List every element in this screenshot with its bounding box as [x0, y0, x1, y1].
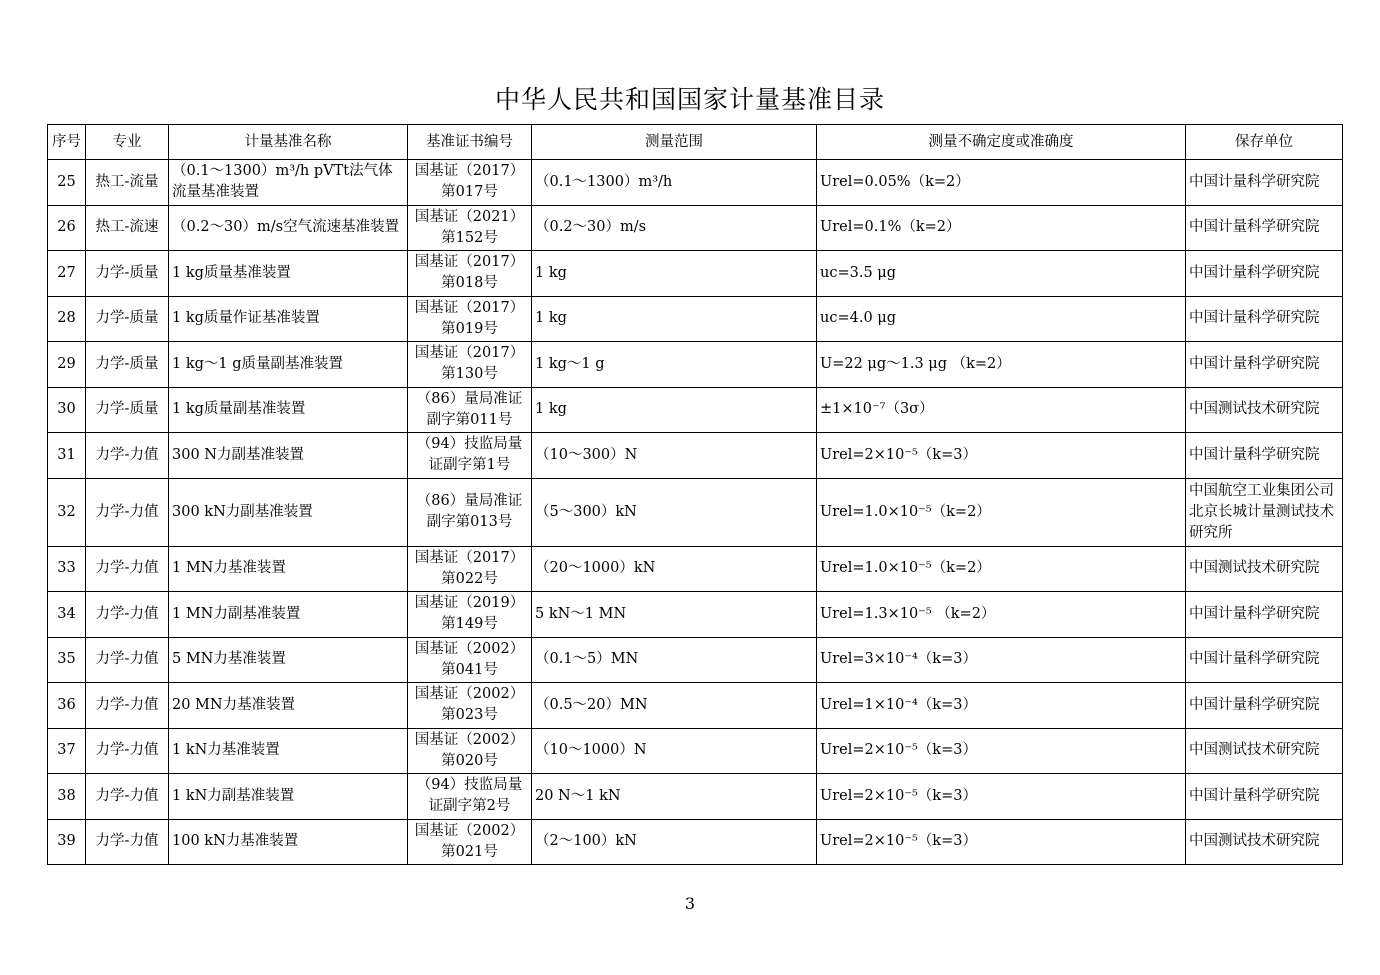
- cell-name: （0.1～1300）m³/h pVTt法气体流量基准装置: [169, 160, 408, 206]
- cell-name: 1 kg质量作证基准装置: [169, 296, 408, 342]
- cell-field: 热工-流量: [86, 160, 169, 206]
- cell-org: 中国测试技术研究院: [1186, 546, 1343, 592]
- cell-range: 20 N～1 kN: [532, 774, 817, 820]
- cell-org: 中国计量科学研究院: [1186, 592, 1343, 638]
- cell-field: 热工-流速: [86, 205, 169, 251]
- cell-cert: 国基证（2017）第019号: [408, 296, 532, 342]
- cell-field: 力学-力值: [86, 728, 169, 774]
- cell-no: 29: [48, 342, 86, 388]
- cell-name: 1 kg质量基准装置: [169, 251, 408, 297]
- cell-uncertainty: Urel=0.1%（k=2）: [817, 205, 1186, 251]
- cell-uncertainty: Urel=1×10⁻⁴（k=3）: [817, 683, 1186, 729]
- cell-uncertainty: U=22 μg～1.3 μg （k=2）: [817, 342, 1186, 388]
- cell-cert: 国基证（2017）第022号: [408, 546, 532, 592]
- cell-cert: 国基证（2002）第020号: [408, 728, 532, 774]
- cell-uncertainty: Urel=3×10⁻⁴（k=3）: [817, 637, 1186, 683]
- table-row: [48, 478, 1343, 546]
- cell-cert: （86）量局准证副字第013号: [408, 478, 532, 546]
- cell-uncertainty: Urel=2×10⁻⁵（k=3）: [817, 728, 1186, 774]
- header-org: 保存单位: [1186, 125, 1343, 160]
- cell-uncertainty: Urel=2×10⁻⁵（k=3）: [817, 433, 1186, 479]
- cell-org: 中国计量科学研究院: [1186, 683, 1343, 729]
- cell-range: 1 kg: [532, 251, 817, 297]
- cell-range: （0.5～20）MN: [532, 683, 817, 729]
- cell-range: 5 kN～1 MN: [532, 592, 817, 638]
- header-name: 计量基准名称: [169, 125, 408, 160]
- cell-field: 力学-质量: [86, 251, 169, 297]
- table-row: [48, 637, 1343, 683]
- table-row: [48, 160, 1343, 206]
- cell-field: 力学-质量: [86, 387, 169, 433]
- cell-no: 34: [48, 592, 86, 638]
- cell-name: 5 MN力基准装置: [169, 637, 408, 683]
- cell-name: 1 kN力基准装置: [169, 728, 408, 774]
- cell-name: 20 MN力基准装置: [169, 683, 408, 729]
- cell-field: 力学-力值: [86, 683, 169, 729]
- cell-no: 31: [48, 433, 86, 479]
- cell-no: 28: [48, 296, 86, 342]
- cell-no: 33: [48, 546, 86, 592]
- table-row: [48, 387, 1343, 433]
- cell-cert: 国基证（2002）第023号: [408, 683, 532, 729]
- cell-org: 中国计量科学研究院: [1186, 296, 1343, 342]
- cell-range: （20～1000）kN: [532, 546, 817, 592]
- cell-field: 力学-力值: [86, 819, 169, 865]
- cell-uncertainty: uc=3.5 μg: [817, 251, 1186, 297]
- cell-org: 中国计量科学研究院: [1186, 433, 1343, 479]
- cell-range: （5～300）kN: [532, 478, 817, 546]
- header-uncertainty: 测量不确定度或准确度: [817, 125, 1186, 160]
- cell-range: （0.1～1300）m³/h: [532, 160, 817, 206]
- cell-range: 1 kg: [532, 387, 817, 433]
- cell-no: 26: [48, 205, 86, 251]
- cell-uncertainty: uc=4.0 μg: [817, 296, 1186, 342]
- cell-range: （0.1～5）MN: [532, 637, 817, 683]
- cell-range: （10～300）N: [532, 433, 817, 479]
- cell-name: 1 kN力副基准装置: [169, 774, 408, 820]
- cell-uncertainty: Urel=1.3×10⁻⁵ （k=2）: [817, 592, 1186, 638]
- cell-range: 1 kg: [532, 296, 817, 342]
- table-row: [48, 342, 1343, 388]
- cell-cert: （86）量局准证副字第011号: [408, 387, 532, 433]
- cell-cert: 国基证（2021）第152号: [408, 205, 532, 251]
- cell-name: 1 MN力基准装置: [169, 546, 408, 592]
- cell-name: 1 kg～1 g质量副基准装置: [169, 342, 408, 388]
- cell-no: 39: [48, 819, 86, 865]
- cell-range: （10～1000）N: [532, 728, 817, 774]
- table-row: [48, 819, 1343, 865]
- cell-org: 中国计量科学研究院: [1186, 342, 1343, 388]
- cell-cert: （94）技监局量证副字第1号: [408, 433, 532, 479]
- cell-org: 中国计量科学研究院: [1186, 251, 1343, 297]
- cell-name: （0.2～30）m/s空气流速基准装置: [169, 205, 408, 251]
- cell-no: 32: [48, 478, 86, 546]
- cell-field: 力学-力值: [86, 774, 169, 820]
- header-range: 测量范围: [532, 125, 817, 160]
- cell-name: 100 kN力基准装置: [169, 819, 408, 865]
- cell-cert: 国基证（2002）第021号: [408, 819, 532, 865]
- cell-no: 36: [48, 683, 86, 729]
- cell-name: 300 kN力副基准装置: [169, 478, 408, 546]
- table-row: [48, 251, 1343, 297]
- cell-field: 力学-力值: [86, 433, 169, 479]
- cell-field: 力学-力值: [86, 478, 169, 546]
- cell-org: 中国测试技术研究院: [1186, 387, 1343, 433]
- cell-field: 力学-质量: [86, 296, 169, 342]
- header-field: 专业: [86, 125, 169, 160]
- table-header-row: [48, 125, 1343, 160]
- cell-range: 1 kg～1 g: [532, 342, 817, 388]
- cell-cert: 国基证（2002）第041号: [408, 637, 532, 683]
- cell-uncertainty: Urel=2×10⁻⁵（k=3）: [817, 819, 1186, 865]
- cell-field: 力学-质量: [86, 342, 169, 388]
- cell-cert: 国基证（2017）第017号: [408, 160, 532, 206]
- cell-name: 1 kg质量副基准装置: [169, 387, 408, 433]
- header-no: 序号: [48, 125, 86, 160]
- cell-no: 30: [48, 387, 86, 433]
- cell-range: （2～100）kN: [532, 819, 817, 865]
- cell-name: 1 MN力副基准装置: [169, 592, 408, 638]
- table-row: [48, 296, 1343, 342]
- cell-no: 37: [48, 728, 86, 774]
- cell-org: 中国计量科学研究院: [1186, 160, 1343, 206]
- table-row: [48, 433, 1343, 479]
- cell-no: 27: [48, 251, 86, 297]
- cell-uncertainty: ±1×10⁻⁷（3σ）: [817, 387, 1186, 433]
- cell-org: 中国航空工业集团公司北京长城计量测试技术研究所: [1186, 478, 1343, 546]
- table-row: [48, 728, 1343, 774]
- cell-uncertainty: Urel=1.0×10⁻⁵（k=2）: [817, 546, 1186, 592]
- cell-cert: 国基证（2019）第149号: [408, 592, 532, 638]
- cell-cert: 国基证（2017）第130号: [408, 342, 532, 388]
- cell-field: 力学-力值: [86, 546, 169, 592]
- table-row: [48, 592, 1343, 638]
- standards-table: [47, 124, 1343, 865]
- page-number: 3: [684, 894, 696, 913]
- cell-no: 25: [48, 160, 86, 206]
- cell-field: 力学-力值: [86, 592, 169, 638]
- cell-no: 38: [48, 774, 86, 820]
- cell-uncertainty: Urel=0.05%（k=2）: [817, 160, 1186, 206]
- cell-field: 力学-力值: [86, 637, 169, 683]
- cell-uncertainty: Urel=2×10⁻⁵（k=3）: [817, 774, 1186, 820]
- table-row: [48, 774, 1343, 820]
- cell-cert: 国基证（2017）第018号: [408, 251, 532, 297]
- table-row: [48, 683, 1343, 729]
- cell-org: 中国测试技术研究院: [1186, 819, 1343, 865]
- document-title: 中华人民共和国国家计量基准目录: [494, 85, 885, 114]
- cell-no: 35: [48, 637, 86, 683]
- header-cert: 基准证书编号: [408, 125, 532, 160]
- table-row: [48, 546, 1343, 592]
- cell-cert: （94）技监局量证副字第2号: [408, 774, 532, 820]
- cell-range: （0.2～30）m/s: [532, 205, 817, 251]
- cell-org: 中国计量科学研究院: [1186, 774, 1343, 820]
- table-row: [48, 205, 1343, 251]
- cell-org: 中国测试技术研究院: [1186, 728, 1343, 774]
- cell-name: 300 N力副基准装置: [169, 433, 408, 479]
- cell-org: 中国计量科学研究院: [1186, 637, 1343, 683]
- cell-org: 中国计量科学研究院: [1186, 205, 1343, 251]
- cell-uncertainty: Urel=1.0×10⁻⁵（k=2）: [817, 478, 1186, 546]
